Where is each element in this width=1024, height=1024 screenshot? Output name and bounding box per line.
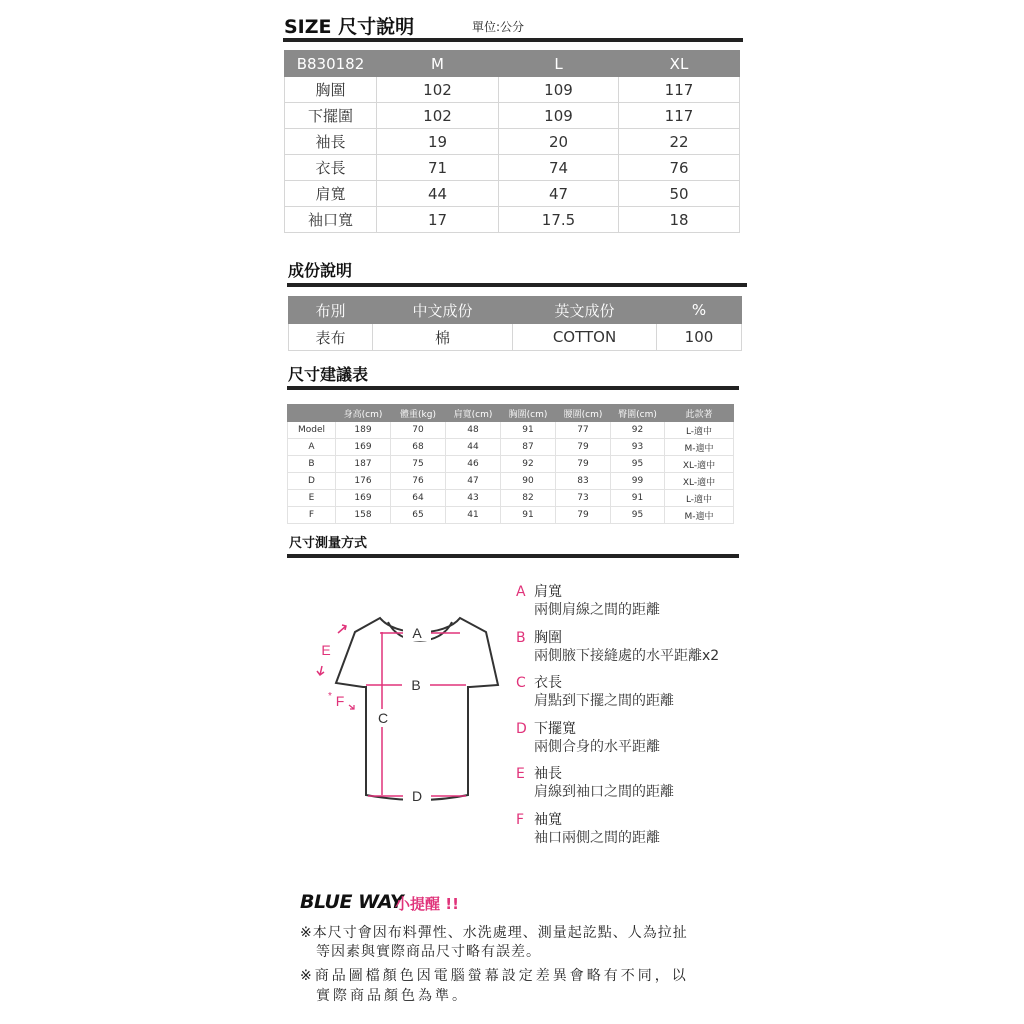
table-cell: 83 <box>556 473 611 490</box>
size-title-rule <box>283 38 743 42</box>
table-cell: 44 <box>446 439 501 456</box>
table-cell: 91 <box>501 422 556 439</box>
diagram-label-c: C <box>377 710 389 726</box>
table-cell: 棉 <box>373 324 513 351</box>
table-cell: 50 <box>619 181 740 207</box>
header-cell: 體重(kg) <box>391 405 446 422</box>
table-cell: 71 <box>377 155 499 181</box>
table-cell: XL-適中 <box>665 456 734 473</box>
measure-desc: 肩點到下擺之間的距離 <box>534 693 674 709</box>
table-cell: A <box>288 439 336 456</box>
table-cell: 90 <box>501 473 556 490</box>
table-cell: 79 <box>556 456 611 473</box>
measure-title-text: 袖長 <box>534 766 562 782</box>
size-row <box>285 103 740 129</box>
table-cell: COTTON <box>513 324 657 351</box>
brand-logo: BLUE WAY <box>300 891 404 913</box>
recommend-row <box>288 456 734 473</box>
table-cell: F <box>288 507 336 524</box>
recommend-title: 尺寸建議表 <box>288 365 369 384</box>
table-cell: 胸圍 <box>285 77 377 103</box>
measure-item-e <box>516 765 674 801</box>
table-cell: 70 <box>391 422 446 439</box>
measure-letter: C <box>516 675 526 691</box>
measure-desc: 袖口兩側之間的距離 <box>534 829 660 846</box>
table-cell: 117 <box>619 77 740 103</box>
diagram-label-a: A <box>412 625 422 641</box>
header-cell: 腰圍(cm) <box>556 405 611 422</box>
header-cell: 肩寬(cm) <box>446 405 501 422</box>
table-cell: 176 <box>336 473 391 490</box>
recommend-row-header <box>288 405 734 422</box>
measure-title-text: 袖寬 <box>534 811 562 828</box>
measure-desc: 兩側腋下接縫處的水平距離x2 <box>534 647 720 664</box>
diagram-label-e: E <box>321 642 331 658</box>
table-cell: 117 <box>619 103 740 129</box>
table-cell: 92 <box>501 456 556 473</box>
measure-item-f <box>516 811 660 847</box>
table-cell: 158 <box>336 507 391 524</box>
table-cell: 187 <box>336 456 391 473</box>
table-cell: 77 <box>556 422 611 439</box>
measure-title-text: 胸圍 <box>534 629 562 646</box>
table-cell: 衣長 <box>285 155 377 181</box>
measure-title-text: 下擺寬 <box>534 720 576 737</box>
size-title: SIZE 尺寸說明 <box>284 16 415 38</box>
header-cell: 英文成份 <box>513 297 657 324</box>
table-cell: 73 <box>556 490 611 507</box>
unit-label: 單位:公分 <box>472 20 525 34</box>
header-cell: M <box>377 51 499 77</box>
table-cell: 102 <box>377 77 499 103</box>
table-cell: 65 <box>391 507 446 524</box>
table-cell: 75 <box>391 456 446 473</box>
table-cell: 表布 <box>289 324 373 351</box>
measure-desc: 兩側合身的水平距離 <box>534 738 660 755</box>
table-cell: 109 <box>499 77 619 103</box>
measure-item-d <box>516 720 660 756</box>
measure-item-a <box>516 583 660 619</box>
svg-text:*: * <box>328 691 332 702</box>
table-cell: XL-適中 <box>665 473 734 490</box>
composition-title: 成份說明 <box>288 261 353 280</box>
header-cell: 此款著 <box>665 405 734 422</box>
measure-title: 尺寸測量方式 <box>289 536 368 551</box>
header-cell: 臀圍(cm) <box>611 405 665 422</box>
recommend-row <box>288 473 734 490</box>
diagram-label-f: F <box>335 693 345 709</box>
reminder-title: 小提醒 !! <box>395 895 459 913</box>
table-cell: 91 <box>501 507 556 524</box>
table-cell: 22 <box>619 129 740 155</box>
note-line-4: 實際商品顏色為準。 <box>316 988 469 1004</box>
composition-row-header <box>289 297 742 324</box>
table-cell: 46 <box>446 456 501 473</box>
header-cell: % <box>657 297 742 324</box>
table-cell: B <box>288 456 336 473</box>
measure-desc: 兩側肩線之間的距離 <box>534 602 660 618</box>
measure-letter: D <box>516 720 527 737</box>
table-cell: 袖口寬 <box>285 207 377 233</box>
size-row <box>285 129 740 155</box>
table-cell: 19 <box>377 129 499 155</box>
table-cell: 93 <box>611 439 665 456</box>
table-cell: 68 <box>391 439 446 456</box>
table-cell: 92 <box>611 422 665 439</box>
note-line-1: ※本尺寸會因布料彈性、水洗處理、測量起訖點、人為拉扯 <box>300 925 688 941</box>
table-cell: 95 <box>611 456 665 473</box>
table-cell: 91 <box>611 490 665 507</box>
table-cell: 74 <box>499 155 619 181</box>
measure-desc: 肩線到袖口之間的距離 <box>534 784 674 800</box>
header-cell: XL <box>619 51 740 77</box>
table-cell: 下擺圍 <box>285 103 377 129</box>
size-row <box>285 155 740 181</box>
recommend-row <box>288 439 734 456</box>
measure-letter: E <box>516 766 525 782</box>
table-cell: L-適中 <box>665 490 734 507</box>
table-cell: Model <box>288 422 336 439</box>
note-line-2: 等因素與實際商品尺寸略有誤差。 <box>316 944 541 960</box>
table-cell: 47 <box>446 473 501 490</box>
diagram-label-d: D <box>411 788 423 804</box>
table-cell: 肩寬 <box>285 181 377 207</box>
measure-title-text: 衣長 <box>534 675 562 691</box>
table-cell: 79 <box>556 507 611 524</box>
measure-letter: F <box>516 811 525 828</box>
table-cell: 17 <box>377 207 499 233</box>
header-cell: 布別 <box>289 297 373 324</box>
measure-letter: B <box>516 629 526 646</box>
table-cell: 100 <box>657 324 742 351</box>
header-cell <box>288 405 336 422</box>
table-cell: 99 <box>611 473 665 490</box>
measure-title-text: 肩寬 <box>534 584 562 600</box>
header-cell: B830182 <box>285 51 377 77</box>
table-cell: E <box>288 490 336 507</box>
size-row <box>285 77 740 103</box>
table-cell: 20 <box>499 129 619 155</box>
table-cell: 41 <box>446 507 501 524</box>
table-cell: 95 <box>611 507 665 524</box>
size-row-header <box>285 51 740 77</box>
diagram-label-b: B <box>411 677 421 693</box>
size-table <box>284 50 740 233</box>
header-cell: 身高(cm) <box>336 405 391 422</box>
table-cell: 189 <box>336 422 391 439</box>
table-cell: 48 <box>446 422 501 439</box>
table-cell: 64 <box>391 490 446 507</box>
table-cell: 76 <box>619 155 740 181</box>
recommend-table <box>287 404 734 524</box>
table-cell: 169 <box>336 439 391 456</box>
size-row <box>285 181 740 207</box>
header-cell: L <box>499 51 619 77</box>
table-cell: 47 <box>499 181 619 207</box>
table-cell: 82 <box>501 490 556 507</box>
size-row <box>285 207 740 233</box>
measure-item-b <box>516 629 719 665</box>
table-cell: 87 <box>501 439 556 456</box>
composition-row <box>289 324 742 351</box>
recommend-row <box>288 490 734 507</box>
table-cell: 79 <box>556 439 611 456</box>
note-line-3: ※商品圖檔顏色因電腦螢幕設定差異會略有不同，以 <box>300 968 689 984</box>
table-cell: 17.5 <box>499 207 619 233</box>
table-cell: 18 <box>619 207 740 233</box>
recommend-title-rule <box>287 386 739 390</box>
tshirt-diagram <box>300 605 510 815</box>
table-cell: 76 <box>391 473 446 490</box>
table-cell: M-適中 <box>665 507 734 524</box>
table-cell: 43 <box>446 490 501 507</box>
composition-title-rule <box>287 283 747 287</box>
tshirt-outline <box>336 618 498 800</box>
composition-table <box>288 296 742 351</box>
table-cell: 袖長 <box>285 129 377 155</box>
header-cell: 胸圍(cm) <box>501 405 556 422</box>
table-cell: 44 <box>377 181 499 207</box>
measure-title-rule <box>287 554 739 558</box>
table-cell: D <box>288 473 336 490</box>
table-cell: 169 <box>336 490 391 507</box>
header-cell: 中文成份 <box>373 297 513 324</box>
table-cell: L-適中 <box>665 422 734 439</box>
measure-letter: A <box>516 584 526 600</box>
table-cell: 102 <box>377 103 499 129</box>
table-cell: 109 <box>499 103 619 129</box>
measure-item-c <box>516 674 674 710</box>
recommend-row <box>288 507 734 524</box>
table-cell: M-適中 <box>665 439 734 456</box>
recommend-row <box>288 422 734 439</box>
